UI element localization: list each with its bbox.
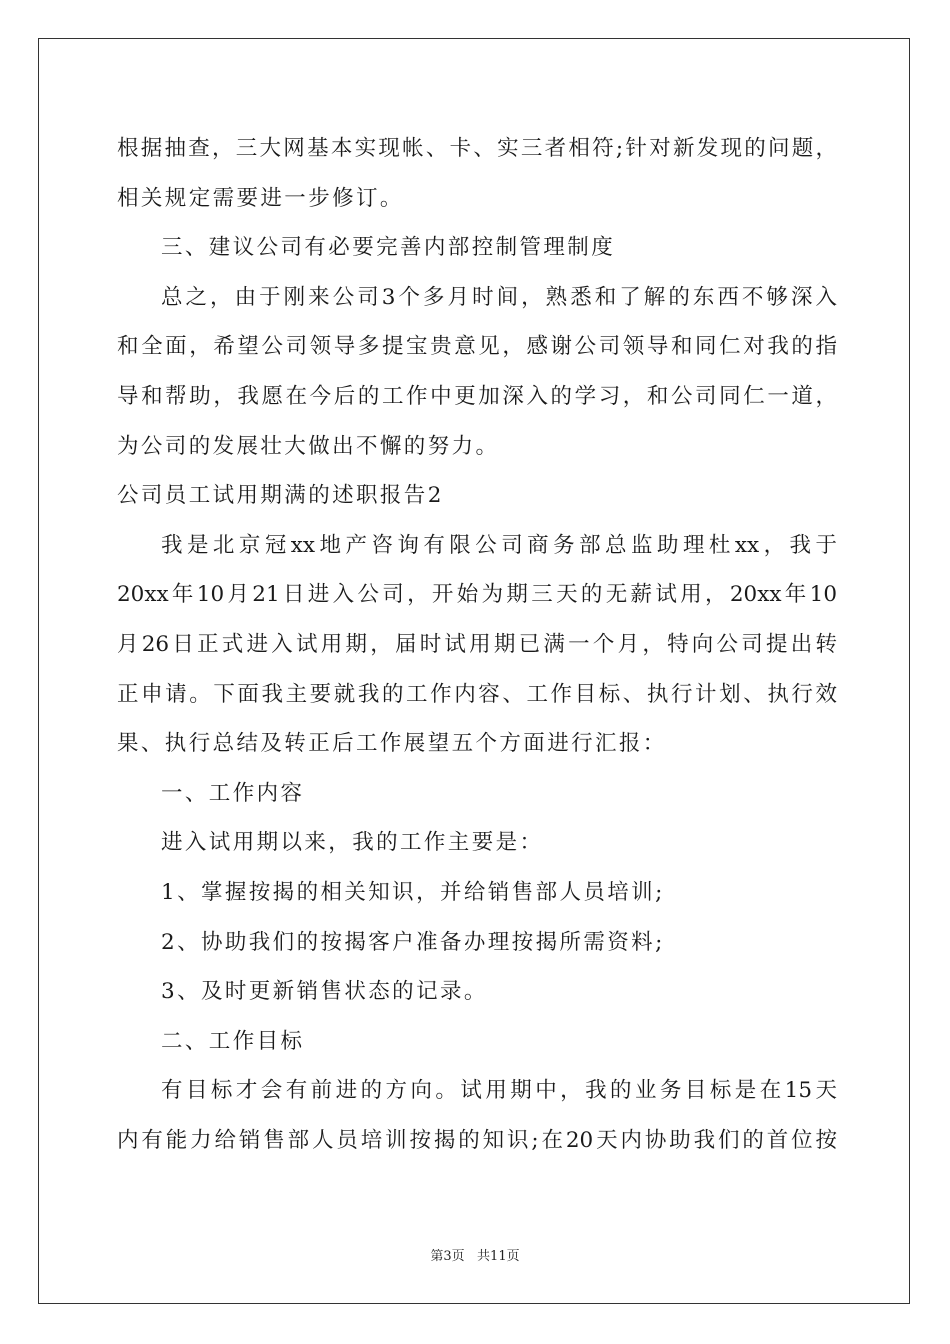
text-line: 2、协助我们的按揭客户准备办理按揭所需资料;	[161, 929, 665, 955]
text-line: 有目标才会有前进的方向。试用期中，我的业务目标是在15天	[161, 1078, 837, 1104]
text-line: 内有能力给销售部人员培训按揭的知识;在20天内协助我们的首位按	[117, 1127, 837, 1153]
text-line: 我是北京冠xx地产咨询有限公司商务部总监助理杜xx，我于	[161, 532, 837, 558]
text-line: 导和帮助，我愿在今后的工作中更加深入的学习，和公司同仁一道，	[117, 383, 837, 409]
text-line: 一、工作内容	[161, 780, 305, 806]
text-line: 总之，由于刚来公司3个多月时间，熟悉和了解的东西不够深入	[161, 284, 837, 310]
text-line: 和全面，希望公司领导多提宝贵意见，感谢公司领导和同仁对我的指	[117, 334, 837, 360]
text-line: 相关规定需要进一步修订。	[117, 185, 404, 211]
text-line: 月26日正式进入试用期，届时试用期已满一个月，特向公司提出转	[117, 631, 837, 657]
text-line: 20xx年10月21日进入公司，开始为期三天的无薪试用，20xx年10	[117, 582, 837, 608]
text-line: 1、掌握按揭的相关知识，并给销售部人员培训;	[161, 879, 665, 905]
text-line: 二、工作目标	[161, 1028, 305, 1054]
text-line: 3、及时更新销售状态的记录。	[161, 979, 488, 1005]
document-body	[117, 124, 837, 1165]
text-line: 根据抽查，三大网基本实现帐、卡、实三者相符;针对新发现的问题，	[117, 136, 837, 161]
text-line: 三、建议公司有必要完善内部控制管理制度	[161, 235, 616, 261]
text-line: 果、执行总结及转正后工作展望五个方面进行汇报：	[117, 731, 667, 757]
page-footer: 第3页 共11页	[430, 1249, 520, 1264]
text-line: 为公司的发展壮大做出不懈的努力。	[117, 433, 500, 459]
text-line: 正申请。下面我主要就我的工作内容、工作目标、执行计划、执行效	[117, 681, 837, 707]
text-line: 进入试用期以来，我的工作主要是：	[161, 830, 544, 856]
text-line: 公司员工试用期满的述职报告2	[117, 483, 444, 509]
